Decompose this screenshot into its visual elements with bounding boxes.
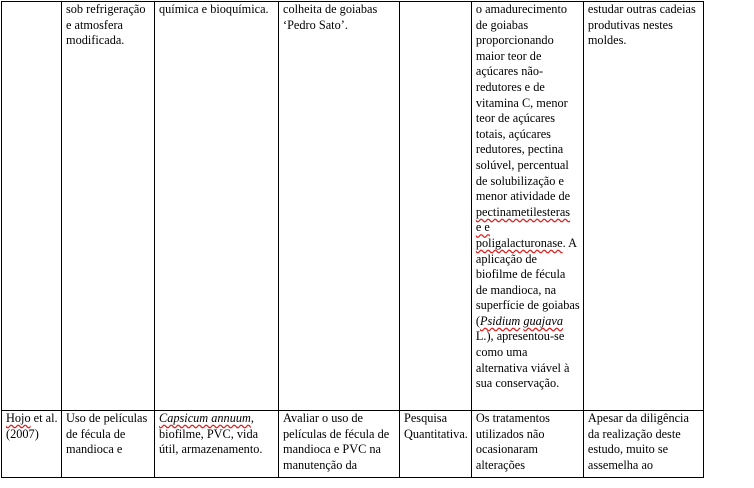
results-text: . A aplicação de biofilme de fécula de mandioca, na superfície de goiabas ( [475,235,580,328]
variables-text: , biofilme, PVC, vida útil, armazenamento. [159,411,263,457]
species-name: Psidium [479,313,521,328]
object-cell: sob refrigeração e atmosfera modificada. [62,2,155,411]
object-cell: Uso de películas de fécula de mandioca e [62,411,155,478]
species-name: guajava [523,313,563,328]
table-row [2,411,704,478]
author-cell [2,411,62,478]
limitations-cell: Apesar da diligência da realização deste estudo, muito se assemelha ao [583,411,703,478]
results-text: o amadurecimento de goiabas proporcionando maior teor de açúcares não-redutores e de vitamina C, menor teor de açúcares totais, açúcares redutores, pectina solúvel, percentual de solubilização e menor atividade de [475,2,571,204]
author-rest: et al. (2007) [6,411,58,441]
objective-cell: colheita de goiabas ‘Pedro Sato’. [279,2,400,411]
table-row [2,2,704,411]
results-cell: Os tratamentos utilizados não ocasionaram alterações [471,411,583,478]
objective-cell: Avaliar o uso de películas de fécula de mandioca e PVC na manutenção da [279,411,400,478]
species-name: Capsicum annuum [159,411,251,425]
method-cell [400,2,472,411]
results-text: L.), apresentou-se como uma alternativa viável à sua conservação. [475,329,570,391]
variables-cell [155,411,279,478]
spellcheck-term: poligalacturonase [475,235,563,250]
spellcheck-term: pectinametilesteras [475,204,571,219]
spellcheck-term: e e [475,220,490,235]
author-name: Hojo [6,411,31,425]
author-cell [2,2,62,411]
method-cell: Pesquisa Quantitativa. [400,411,472,478]
limitations-cell: estudar outras cadeias produtivas nestes moldes. [583,2,703,411]
variables-cell: química e bioquímica. [155,2,279,411]
literature-review-table [1,1,704,478]
results-cell [471,2,583,411]
